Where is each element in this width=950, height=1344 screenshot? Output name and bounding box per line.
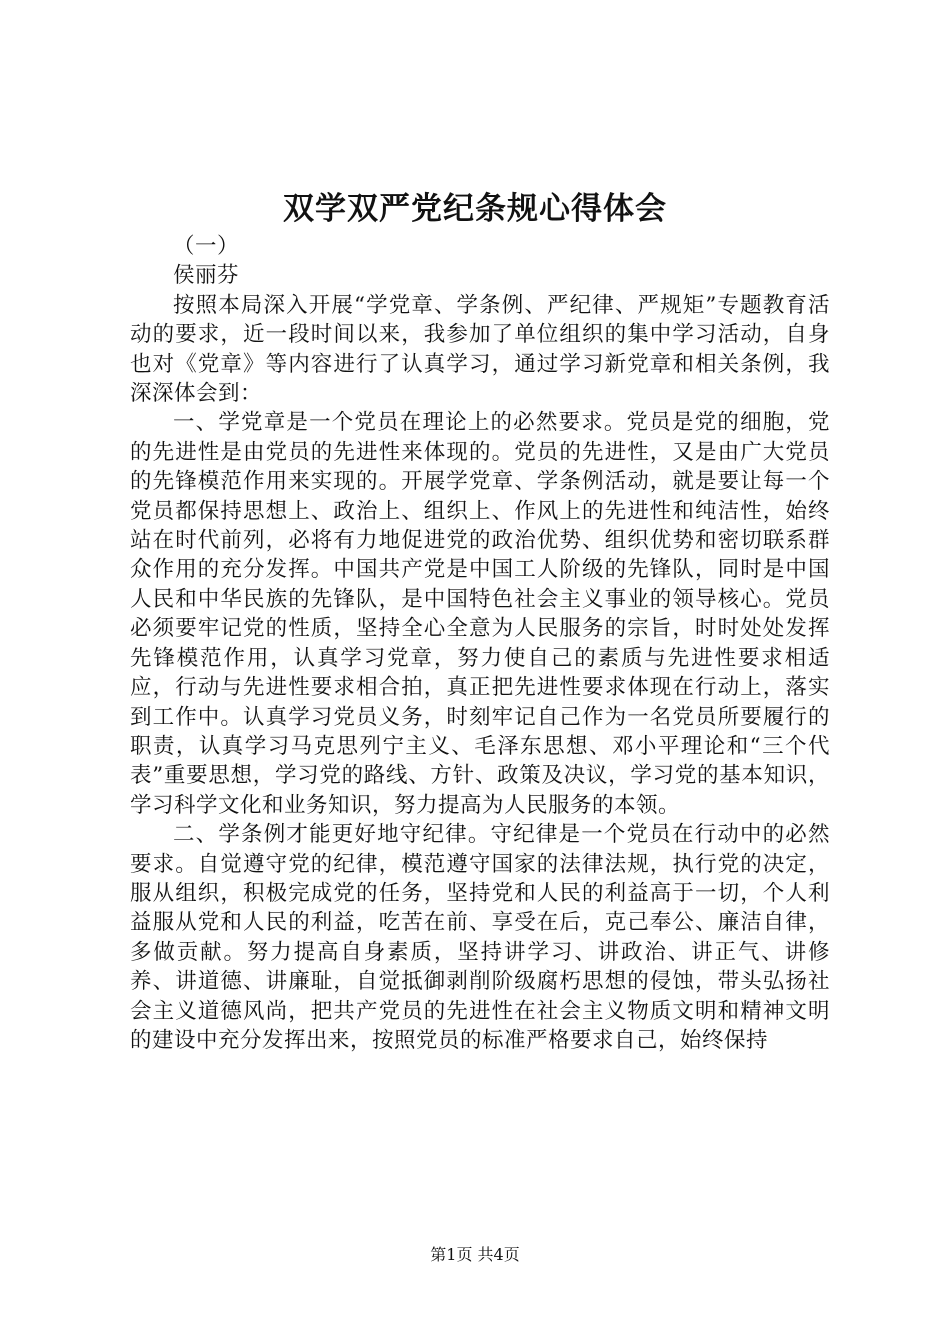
document-title: 双学双严党纪条规心得体会 — [283, 191, 667, 227]
author-name: 侯丽芬 — [173, 263, 240, 289]
paragraph-intro: 按照本局深入开展“学党章、学条例、严纪律、严规矩”专题教育活动的要求，近一段时间以来，我参加了单位组织的集中学习活动，自身也对《党章》等内容进行了认真学习，通过学习新党章和相关条例，我深深体会到： — [130, 292, 830, 407]
page-footer: 第1页 共4页 — [430, 1245, 520, 1264]
document-body — [130, 232, 830, 1055]
section-label: （一） — [173, 234, 240, 259]
paragraph-one: 一、学党章是一个党员在理论上的必然要求。党员是党的细胞，党的先进性是由党员的先进性来体现的。党员的先进性，又是由广大党员的先锋模范作用来实现的。开展学党章、学条例活动，就是要让每一个党员都保持思想上、政治上、组织上、作风上的先进性和纯洁性，始终站在时代前列，必将有力地促进党的政治优势、组织优势和密切联系群众作用的充分发挥。中国共产党是中国工人阶级的先锋队，同时是中国人民和中华民族的先锋队，是中国特色社会主义事业的领导核心。党员必须要牢记党的性质，坚持全心全意为人民服务的宗旨，时时处处发挥先锋模范作用，认真学习党章，努力使自己的素质与先进性要求相适应，行动与先进性要求相合拍，真正把先进性要求体现在行动上，落实到工作中。认真学习党员义务，时刻牢记自己作为一名党员所要履行的职责，认真学习马克思列宁主义、毛泽东思想、邓小平理论和“三个代表”重要思想，学习党的路线、方针、政策及决议，学习党的基本知识，学习科学文化和业务知识，努力提高为人民服务的本领。 — [130, 410, 830, 818]
paragraph-two: 二、学条例才能更好地守纪律。守纪律是一个党员在行动中的必然要求。自觉遵守党的纪律，模范遵守国家的法律法规，执行党的决定，服从组织，积极完成党的任务，坚持党和人民的利益高于一切，个人利益服从党和人民的利益，吃苦在前、享受在后，克己奉公、廉洁自律，多做贡献。努力提高自身素质，坚持讲学习、讲政治、讲正气、讲修养、讲道德、讲廉耻，自觉抵御剥削阶级腐朽思想的侵蚀，带头弘扬社会主义道德风尚，把共产党员的先进性在社会主义物质文明和精神文明的建设中充分发挥出来，按照党员的标准严格要求自己，始终保持 — [130, 822, 830, 1053]
